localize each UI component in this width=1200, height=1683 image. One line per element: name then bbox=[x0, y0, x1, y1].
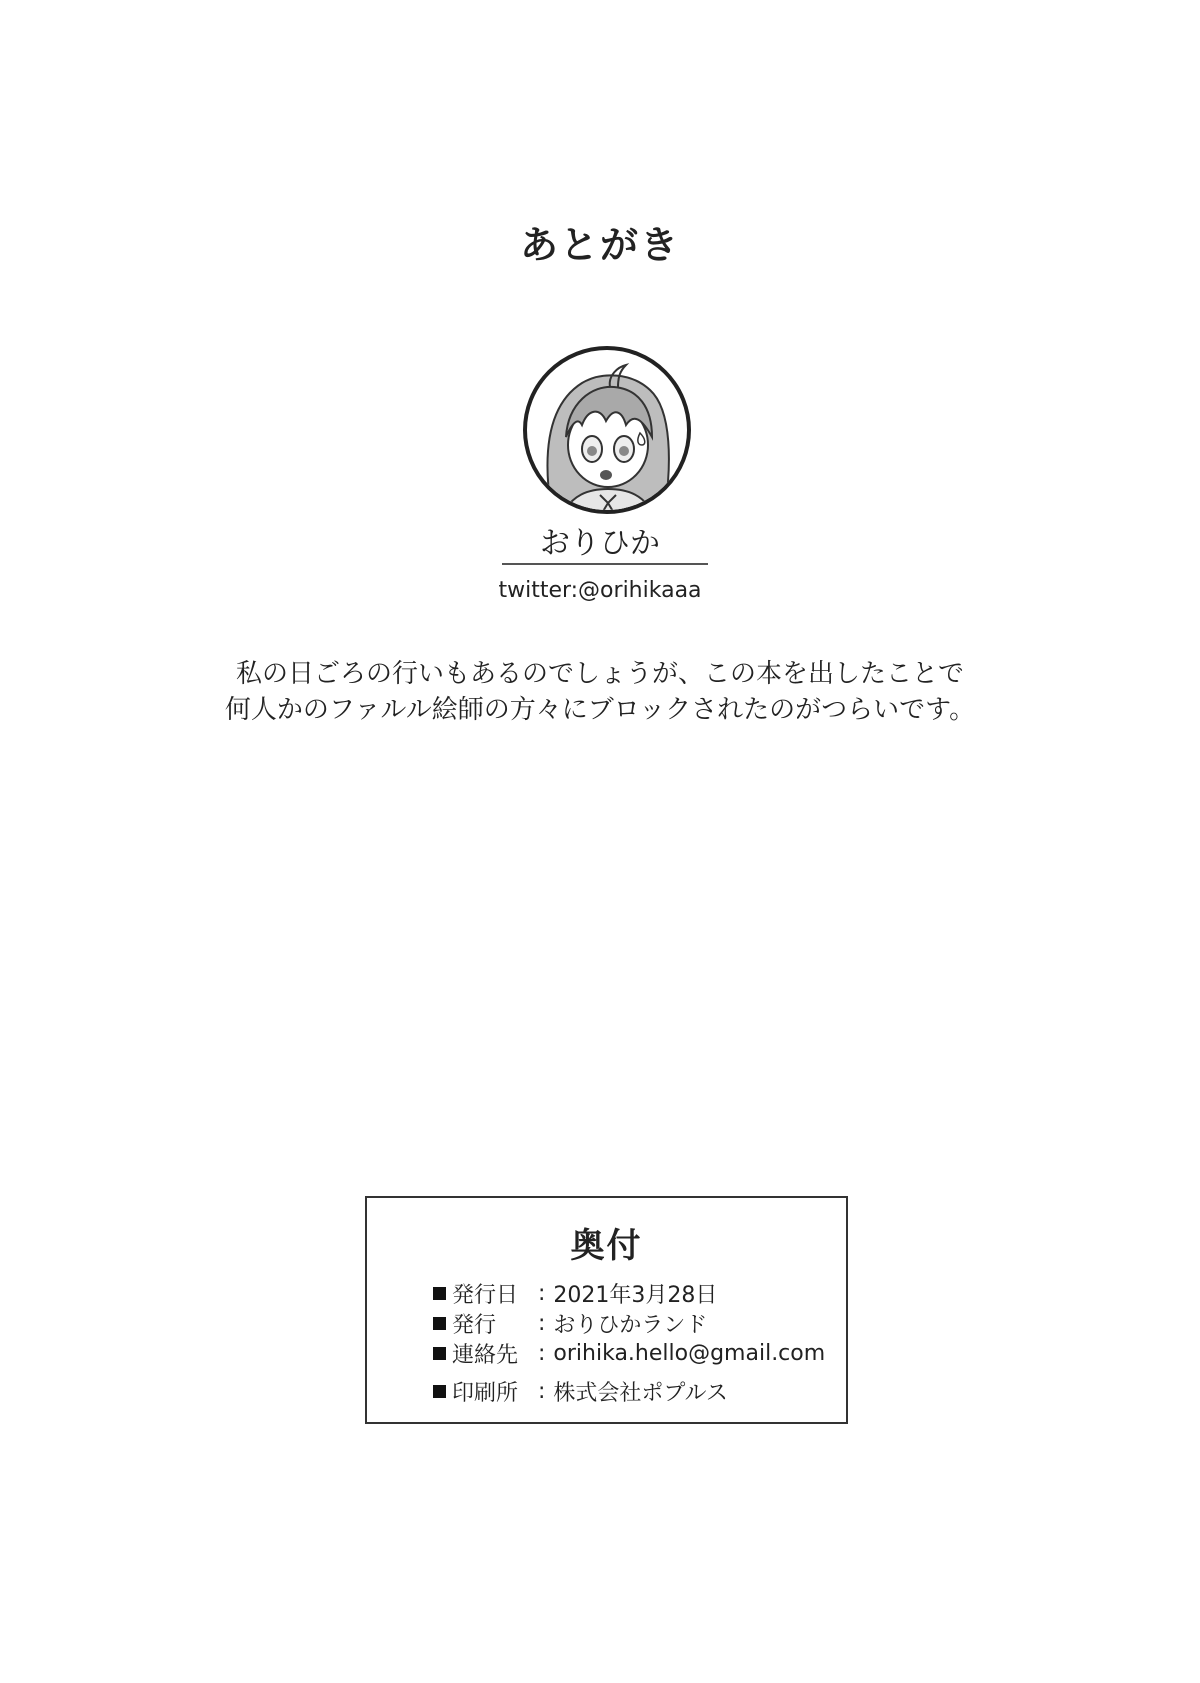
message-line: 何人かのファルル絵師の方々にブロックされたのがつらいです。 bbox=[224, 695, 976, 725]
row-separator: : bbox=[538, 1310, 546, 1336]
row-value: orihika.hello@gmail.com bbox=[553, 1340, 826, 1366]
square-bullet-icon bbox=[433, 1317, 446, 1330]
row-label: 印刷所 bbox=[452, 1380, 519, 1406]
row-label: 発行日 bbox=[452, 1282, 519, 1308]
row-separator: : bbox=[538, 1280, 546, 1306]
square-bullet-icon bbox=[433, 1385, 446, 1398]
colophon-row-publisher bbox=[433, 1308, 825, 1338]
row-separator: : bbox=[538, 1378, 546, 1404]
colophon-row-contact bbox=[433, 1338, 825, 1368]
colophon-title: 奥付 bbox=[570, 1226, 643, 1266]
message-line: 私の日ごろの行いもあるのでしょうが、この本を出したことで bbox=[235, 659, 964, 689]
square-bullet-icon bbox=[433, 1347, 446, 1360]
divider bbox=[502, 563, 708, 565]
row-label: 連絡先 bbox=[452, 1342, 519, 1368]
row-label: 発行 bbox=[452, 1312, 497, 1338]
author-avatar bbox=[522, 345, 692, 515]
author-name: おりひか bbox=[540, 526, 660, 561]
square-bullet-icon bbox=[433, 1287, 446, 1300]
twitter-handle: twitter:@orihikaaa bbox=[498, 578, 702, 603]
row-value: 2021年3月28日 bbox=[553, 1282, 718, 1308]
row-separator: : bbox=[538, 1340, 546, 1366]
afterword-message bbox=[0, 656, 1200, 728]
colophon-row-issue-date bbox=[433, 1278, 825, 1308]
row-value: 株式会社ポプルス bbox=[553, 1380, 728, 1406]
colophon-row-printer bbox=[433, 1376, 825, 1406]
page-title: あとがき bbox=[519, 223, 680, 267]
row-value: おりひかランド bbox=[553, 1312, 708, 1338]
colophon-box bbox=[365, 1196, 848, 1424]
colophon-rows bbox=[433, 1278, 825, 1406]
